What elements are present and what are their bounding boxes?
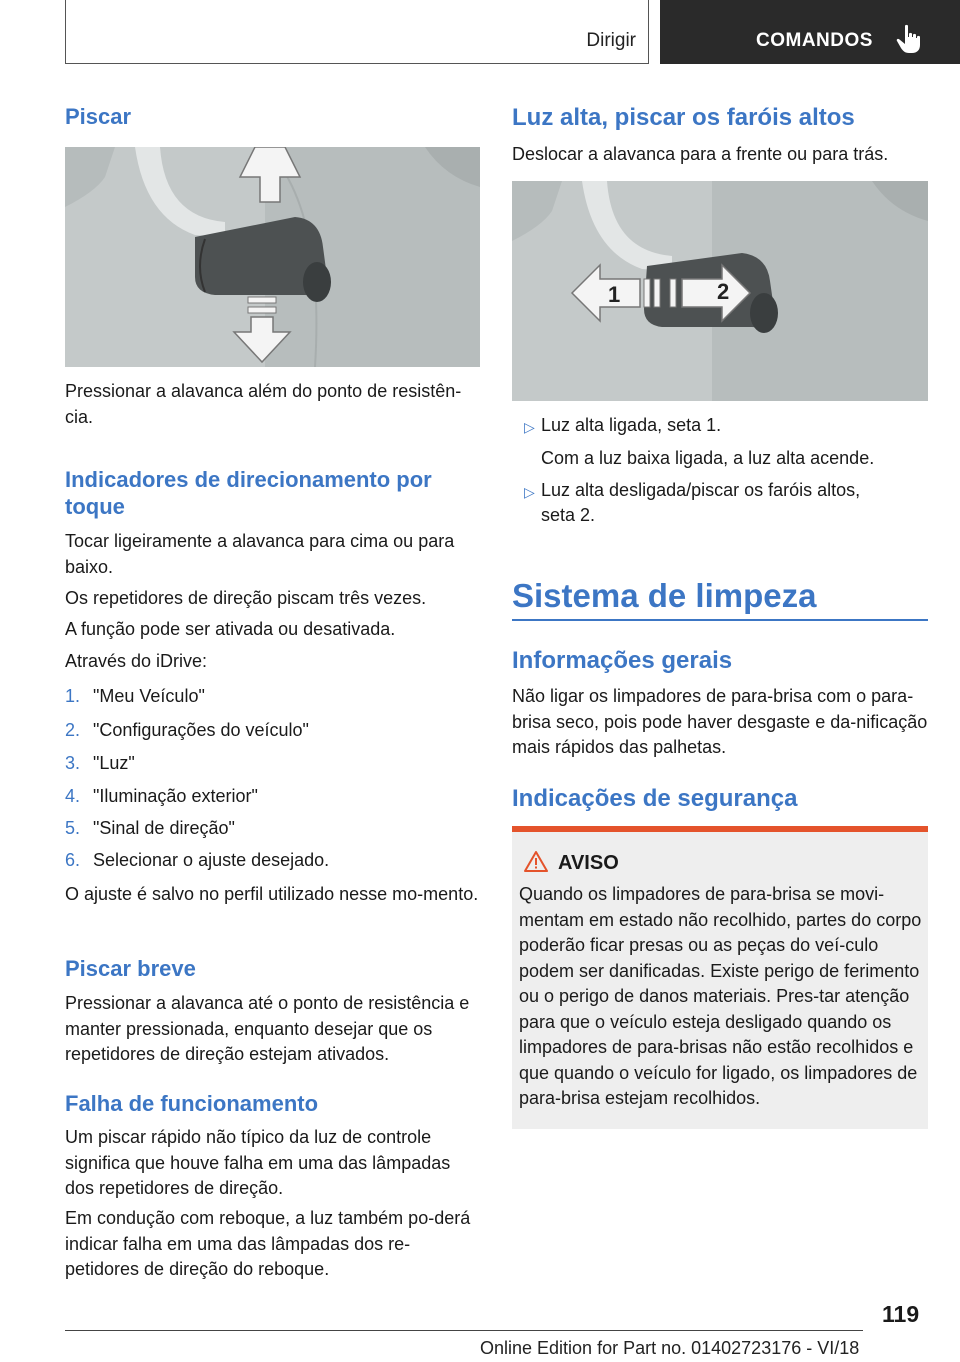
arrow-2-label: 2 — [717, 279, 730, 304]
figure-turn-signal-lever — [65, 147, 480, 367]
step-text: "Meu Veículo" — [93, 686, 205, 706]
chapter-tab-label: COMANDOS — [756, 30, 873, 51]
warning-accent-bar — [512, 826, 928, 832]
step-number: 6. — [65, 850, 81, 870]
footer-edition: Online Edition for Part no. 01402723176 - VI/18 — [480, 1338, 860, 1358]
chapter-tab — [660, 0, 960, 64]
step-text: "Sinal de direção" — [93, 818, 235, 838]
paragraph-luz-alta: Deslocar a alavanca para a frente ou para trás. — [512, 144, 889, 164]
hand-pointer-icon — [896, 24, 922, 54]
warning-triangle-icon — [524, 850, 548, 872]
bullet-triangle-icon: ▷ — [524, 484, 535, 500]
paragraph-falha-2: Em condução com reboque, a luz também po-derá indicar falha em uma das lâmpadas dos re-petidores de direção do reboque. — [65, 1208, 471, 1279]
paragraph-piscar: Pressionar a alavanca além do ponto de resistên-cia. — [65, 381, 462, 427]
step-number: 2. — [65, 720, 81, 740]
paragraph-indicadores-1: Tocar ligeiramente a alavanca para cima ou para baixo. — [65, 531, 455, 577]
warning-title: AVISO — [558, 852, 619, 874]
bullet-text: Luz alta desligada/piscar os faróis altos, — [541, 480, 861, 500]
step-number: 3. — [65, 753, 81, 773]
step-number: 5. — [65, 818, 81, 838]
paragraph-ajuste: O ajuste é salvo no perfil utilizado nesse mo-mento. — [65, 884, 479, 904]
paragraph-informacoes: Não ligar os limpadores de para-brisa com o para-brisa seco, pois pode haver desgaste e da-nificação mais rápidos das palhetas. — [512, 686, 928, 757]
heading-sistema-limpeza: Sistema de limpeza — [512, 577, 817, 614]
warning-box — [512, 826, 928, 1129]
heading-luz-alta: Luz alta, piscar os faróis altos — [512, 104, 855, 131]
warning-text: Quando os limpadores de para-brisa se movi-mentam em estado não recolhido, partes do corpo poderão ficar presas ou as peças do veí-culo podem ser danificadas. Existe perigo de ferimento ou o perigo de danos materiais. Pres-tar atenção para que o veículo esteja desligado quando os limpadores de para-brisas não estão recolhidos e que quando o veículo for ligado, os limpadores de para-brisa estejam recolhidos. — [519, 884, 922, 1108]
footer-rule — [65, 1330, 863, 1331]
heading-falha: Falha de funcionamento — [65, 1091, 319, 1116]
heading-indicadores: Indicadores de direcionamento por toque — [65, 467, 432, 519]
paragraph-piscar-breve: Pressionar a alavanca até o ponto de resistência e manter pressionada, enquanto desejar que os repetidores de direção estejam ativados. — [65, 993, 470, 1064]
page-number: 119 — [882, 1301, 920, 1327]
heading-seguranca: Indicações de segurança — [512, 785, 798, 812]
figure-high-beam-lever — [512, 181, 928, 401]
arrow-1-label: 1 — [608, 282, 621, 307]
paragraph-indicadores-4: Através do iDrive: — [65, 651, 208, 671]
step-text: "Luz" — [93, 753, 135, 773]
paragraph-falha-1: Um piscar rápido não típico da luz de controle significa que houve falha em uma das lâmpadas dos repetidores de direção. — [65, 1127, 451, 1198]
step-text: "Configurações do veículo" — [93, 720, 309, 740]
paragraph-indicadores-3: A função pode ser ativada ou desativada. — [65, 619, 396, 639]
heading-rule — [512, 619, 928, 621]
step-number: 4. — [65, 786, 81, 806]
heading-piscar: Piscar — [65, 104, 132, 129]
paragraph-indicadores-2: Os repetidores de direção piscam três vezes. — [65, 588, 427, 608]
step-number: 1. — [65, 686, 81, 706]
heading-informacoes-gerais: Informações gerais — [512, 647, 733, 674]
bullet-text: Luz alta ligada, seta 1. — [541, 415, 722, 435]
step-text: "Iluminação exterior" — [93, 786, 258, 806]
bullet-continuation: seta 2. — [541, 505, 596, 525]
step-text: Selecionar o ajuste desejado. — [93, 850, 330, 870]
header-section-title: Dirigir — [586, 30, 636, 51]
bullet-subtext: Com a luz baixa ligada, a luz alta acende. — [541, 448, 875, 468]
bullet-triangle-icon: ▷ — [524, 419, 535, 435]
heading-piscar-breve: Piscar breve — [65, 956, 196, 981]
header-box — [65, 0, 649, 64]
